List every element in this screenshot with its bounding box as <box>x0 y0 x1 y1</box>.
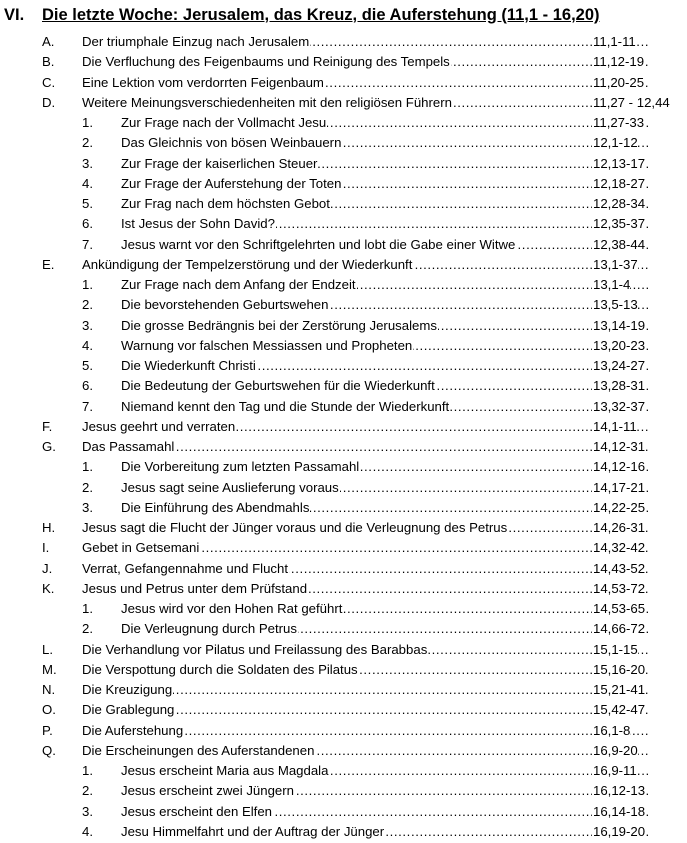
toc-entry-line <box>82 680 649 700</box>
toc-entry-line <box>82 32 649 52</box>
toc-entry-reference: 13,32-37 <box>592 397 645 417</box>
toc-entry-reference: 14,53-72 <box>592 579 645 599</box>
toc-entry-label: 5. <box>82 358 93 373</box>
toc-entry <box>0 741 687 761</box>
toc-subentry <box>0 457 687 477</box>
toc-entry-line <box>82 52 649 72</box>
toc-entry-line <box>121 194 649 214</box>
toc-entry-line <box>121 154 649 174</box>
toc-entry <box>0 518 687 538</box>
toc-entry-text: Zur Frage nach der Vollmacht Jesu <box>121 115 327 130</box>
toc-entry-text: Weitere Meinungsverschiedenheiten mit den religiösen Führern <box>82 94 452 110</box>
toc-entry-line <box>82 640 649 660</box>
toc-entry-label: N. <box>42 682 56 697</box>
toc-entry-text: Jesus sagt die Flucht der Jünger voraus und die Verleugnung des Petrus <box>82 520 508 535</box>
toc-entry-line <box>82 538 649 558</box>
toc-entry-label: 7. <box>82 398 93 414</box>
section-number: VI. <box>4 6 25 24</box>
toc-entry <box>0 52 687 72</box>
toc-entry-line <box>121 397 649 417</box>
toc-entry-text: Verrat, Gefangennahme und Flucht <box>82 560 289 576</box>
toc-entry-text: Gebet in Getsemani <box>82 540 200 556</box>
toc-entry-label: 2. <box>82 621 93 637</box>
toc-subentry <box>0 356 687 376</box>
toc-entry <box>0 680 687 700</box>
toc-entry-reference: 11,20-25 <box>592 73 644 93</box>
toc-entry <box>0 700 687 720</box>
toc-subentry <box>0 397 687 417</box>
toc-entry-label: C. <box>42 74 56 90</box>
toc-entry-reference: 12,35-37 <box>592 214 645 234</box>
toc-subentry <box>0 376 687 396</box>
toc-entry-line <box>82 255 649 275</box>
toc-entry-text: Die Verfluchung des Feigenbaums und Reinigung des Tempels <box>82 54 450 70</box>
toc-entry-reference: 14,17-21 <box>592 478 645 498</box>
toc-entry-label: L. <box>42 641 53 657</box>
toc-entry-reference: 14,26-31 <box>592 518 645 538</box>
toc-entry-label: 6. <box>82 378 93 394</box>
toc-entry-reference: 12,18-27 <box>592 174 645 194</box>
toc-subentry <box>0 336 687 356</box>
toc-subentry <box>0 275 687 295</box>
toc-entry-reference: 14,66-72 <box>592 619 645 639</box>
toc-entry-text: Jesus erscheint den Elfen <box>121 803 273 819</box>
toc-subentry <box>0 174 687 194</box>
toc-subentry <box>0 295 687 315</box>
toc-entry <box>0 538 687 558</box>
toc-entry-reference: 11,27-33 <box>592 113 644 133</box>
toc-entry-label: 2. <box>82 479 93 495</box>
toc-entry-label: M. <box>42 661 57 677</box>
toc-entry-reference: 16,9-11 <box>592 761 637 781</box>
toc-entry-label: J. <box>42 560 53 576</box>
toc-subentry <box>0 214 687 234</box>
toc-entry-label: 2. <box>82 297 93 313</box>
toc-entry-label: 7. <box>82 236 93 252</box>
toc-entry-text: Jesus warnt vor den Schriftgelehrten und lobt die Gabe einer Witwe <box>121 236 516 252</box>
toc-entry-reference: 16,9-20 <box>592 741 638 761</box>
toc-entry <box>0 559 687 579</box>
toc-entry-line <box>82 73 649 93</box>
toc-subentry <box>0 619 687 639</box>
toc-entry-reference: 14,32-42 <box>592 538 645 558</box>
toc-entry-reference: 14,12-31 <box>592 437 645 457</box>
toc-entry-reference: 13,28-31 <box>592 376 645 396</box>
toc-entry-label: 4. <box>82 337 93 353</box>
toc-entry <box>0 73 687 93</box>
toc-subentry <box>0 316 687 336</box>
toc-entry-line <box>121 781 649 801</box>
toc-entry-line <box>82 741 649 761</box>
toc-entry-text: Die Erscheinungen des Auferstandenen <box>82 742 315 758</box>
toc-entry-line <box>121 822 649 842</box>
toc-subentry <box>0 822 687 842</box>
toc-entry-line <box>121 133 649 153</box>
toc-entry-reference: 13,20-23 <box>592 336 645 356</box>
toc-entry-text: Das Passamahl <box>82 439 175 454</box>
toc-entry <box>0 579 687 599</box>
toc-entry-label: E. <box>42 256 55 272</box>
toc-entry-line <box>121 478 649 498</box>
toc-entry-text: Die Verhandlung vor Pilatus und Freilassung des Barabbas <box>82 641 428 657</box>
toc-entry-text: Zur Frage der Auferstehung der Toten <box>121 175 342 191</box>
toc-entry-label: Q. <box>42 742 56 758</box>
toc-entry-label: 3. <box>82 803 93 819</box>
toc-entry-text: Die Wiederkunft Christi <box>121 358 256 373</box>
table-of-contents <box>0 32 687 842</box>
toc-entry-text: Eine Lektion vom verdorrten Feigenbaum <box>82 74 324 90</box>
toc-entry-reference: 13,1-4 <box>592 275 630 295</box>
toc-entry-text: Warnung vor falschen Messiassen und Propheten <box>121 337 413 353</box>
toc-entry-reference: 13,5-13 <box>592 295 638 315</box>
toc-entry-label: 1. <box>82 601 93 616</box>
toc-entry-text: Jesus wird vor den Hohen Rat geführt <box>121 601 343 616</box>
toc-entry-text: Der triumphale Einzug nach Jerusalem <box>82 34 310 49</box>
toc-entry-line <box>121 599 649 619</box>
toc-entry-text: Ist Jesus der Sohn David? <box>121 216 275 232</box>
toc-entry-reference: 16,1-8 <box>592 721 630 741</box>
toc-entry <box>0 255 687 275</box>
toc-entry-label: I. <box>42 540 50 556</box>
toc-entry-line <box>121 336 649 356</box>
toc-subentry <box>0 761 687 781</box>
toc-entry-line <box>82 579 649 599</box>
toc-entry-label: 3. <box>82 317 93 333</box>
toc-entry-text: Die Auferstehung <box>82 722 184 738</box>
toc-entry-line <box>82 93 649 113</box>
toc-entry-reference: 14,12-16 <box>592 457 645 477</box>
toc-entry-label: B. <box>42 54 55 70</box>
toc-entry-line <box>121 295 649 315</box>
toc-entry-label: G. <box>42 439 56 454</box>
toc-entry <box>0 660 687 680</box>
toc-entry-line <box>121 316 649 336</box>
toc-entry-line <box>82 660 649 680</box>
toc-entry-text: Die Kreuzigung <box>82 682 173 697</box>
toc-entry-label: 4. <box>82 823 93 839</box>
toc-entry-text: Jesu Himmelfahrt und der Auftrag der Jünger <box>121 823 385 839</box>
toc-entry-label: K. <box>42 580 55 596</box>
toc-entry <box>0 32 687 52</box>
toc-entry <box>0 417 687 437</box>
toc-entry-reference: 11,27 - 12,44 <box>592 93 670 113</box>
toc-entry-reference: 15,42-47 <box>592 700 645 720</box>
toc-entry-text: Die Einführung des Abendmahls <box>121 499 310 515</box>
toc-entry-text: Die grosse Bedrängnis bei der Zerstörung Jerusalems <box>121 317 437 333</box>
toc-entry-label: 1. <box>82 763 93 778</box>
toc-entry <box>0 93 687 113</box>
toc-subentry <box>0 133 687 153</box>
toc-entry-label: 6. <box>82 216 93 232</box>
toc-entry-label: 5. <box>82 196 93 211</box>
toc-entry-reference: 11,1-11 <box>592 32 636 52</box>
toc-entry-text: Die Vorbereitung zum letzten Passamahl <box>121 459 360 475</box>
toc-entry-text: Jesus erscheint Maria aus Magdala <box>121 763 329 778</box>
toc-entry-label: A. <box>42 34 55 49</box>
toc-entry-label: F. <box>42 418 53 434</box>
toc-entry-reference: 13,14-19 <box>592 316 645 336</box>
toc-entry-text: Die Verspottung durch die Soldaten des Pilatus <box>82 661 358 677</box>
toc-entry-line <box>121 498 649 518</box>
toc-entry <box>0 721 687 741</box>
toc-entry-text: Die bevorstehenden Geburtswehen <box>121 297 329 313</box>
toc-entry-text: Jesus sagt seine Auslieferung voraus <box>121 479 339 495</box>
toc-entry-line <box>82 518 649 538</box>
toc-entry-reference: 13,1-37 <box>592 255 638 275</box>
toc-entry-reference: 12,28-34 <box>592 194 645 214</box>
toc-entry-line <box>82 437 649 457</box>
toc-subentry <box>0 498 687 518</box>
toc-entry-line <box>121 619 649 639</box>
toc-entry-label: 1. <box>82 115 93 130</box>
toc-entry-reference: 15,21-41 <box>592 680 645 700</box>
toc-entry-line <box>121 275 649 295</box>
toc-subentry <box>0 478 687 498</box>
toc-entry-line <box>121 376 649 396</box>
toc-subentry <box>0 194 687 214</box>
toc-entry-text: Zur Frage nach dem Anfang der Endzeit <box>121 277 356 292</box>
toc-entry-text: Die Bedeutung der Geburtswehen für die Wiederkunft <box>121 378 435 394</box>
toc-entry-label: 2. <box>82 783 93 799</box>
toc-entry-label: D. <box>42 94 56 110</box>
toc-entry-reference: 14,43-52 <box>592 559 645 579</box>
toc-entry-line <box>121 235 649 255</box>
toc-entry-reference: 16,14-18 <box>592 802 645 822</box>
toc-entry-label: P. <box>42 722 53 738</box>
toc-subentry <box>0 802 687 822</box>
toc-entry-reference: 14,53-65 <box>592 599 645 619</box>
toc-entry-line <box>121 214 649 234</box>
toc-entry-label: H. <box>42 520 56 535</box>
toc-entry-reference: 13,24-27 <box>592 356 645 376</box>
toc-subentry <box>0 781 687 801</box>
toc-entry-text: Die Verleugnung durch Petrus <box>121 621 297 637</box>
toc-entry-reference: 14,22-25 <box>592 498 645 518</box>
toc-entry-line <box>82 559 649 579</box>
toc-entry-text: Die Grablegung <box>82 702 175 718</box>
toc-entry-text: Das Gleichnis von bösen Weinbauern <box>121 135 342 151</box>
toc-subentry <box>0 235 687 255</box>
toc-entry-reference: 15,16-20 <box>592 660 645 680</box>
toc-entry <box>0 640 687 660</box>
toc-entry-text: Jesus geehrt und verraten <box>82 418 236 434</box>
toc-entry-reference: 12,1-12 <box>592 133 638 153</box>
toc-entry-line <box>121 761 649 781</box>
toc-entry-text: Zur Frag nach dem höchsten Gebot <box>121 196 330 211</box>
toc-entry-line <box>121 457 649 477</box>
section-title: Die letzte Woche: Jerusalem, das Kreuz, die Auferstehung (11,1 - 16,20) <box>42 6 600 24</box>
toc-entry-reference: 14,1-11 <box>592 417 637 437</box>
toc-entry-reference: 12,13-17 <box>592 154 645 174</box>
toc-entry-reference: 16,19-20 <box>592 822 645 842</box>
toc-entry-line <box>121 802 649 822</box>
toc-subentry <box>0 154 687 174</box>
toc-entry-label: 2. <box>82 135 93 151</box>
toc-entry-line <box>121 356 649 376</box>
toc-entry <box>0 437 687 457</box>
toc-entry-label: 3. <box>82 499 93 515</box>
toc-entry-reference: 11,12-19 <box>592 52 644 72</box>
toc-entry-line <box>121 174 649 194</box>
toc-entry-text: Jesus und Petrus unter dem Prüfstand <box>82 580 308 596</box>
toc-entry-label: 1. <box>82 277 93 292</box>
toc-entry-label: 3. <box>82 155 93 171</box>
toc-subentry <box>0 599 687 619</box>
toc-entry-text: Zur Frage der kaiserlichen Steuer <box>121 155 318 171</box>
toc-entry-reference: 16,12-13 <box>592 781 645 801</box>
toc-entry-text: Niemand kennt den Tag und die Stunde der Wiederkunft <box>121 398 450 414</box>
toc-entry-reference: 12,38-44 <box>592 235 645 255</box>
toc-entry-text: Jesus erscheint zwei Jüngern <box>121 783 294 799</box>
toc-entry-label: 4. <box>82 175 93 191</box>
toc-entry-line <box>82 721 649 741</box>
toc-entry-line <box>82 417 649 437</box>
toc-entry-line <box>82 700 649 720</box>
toc-entry-reference: 15,1-15 <box>592 640 638 660</box>
toc-subentry <box>0 113 687 133</box>
toc-entry-label: 1. <box>82 459 93 475</box>
toc-entry-label: O. <box>42 702 56 718</box>
toc-entry-line <box>121 113 649 133</box>
toc-entry-text: Ankündigung der Tempelzerstörung und der Wiederkunft <box>82 256 413 272</box>
